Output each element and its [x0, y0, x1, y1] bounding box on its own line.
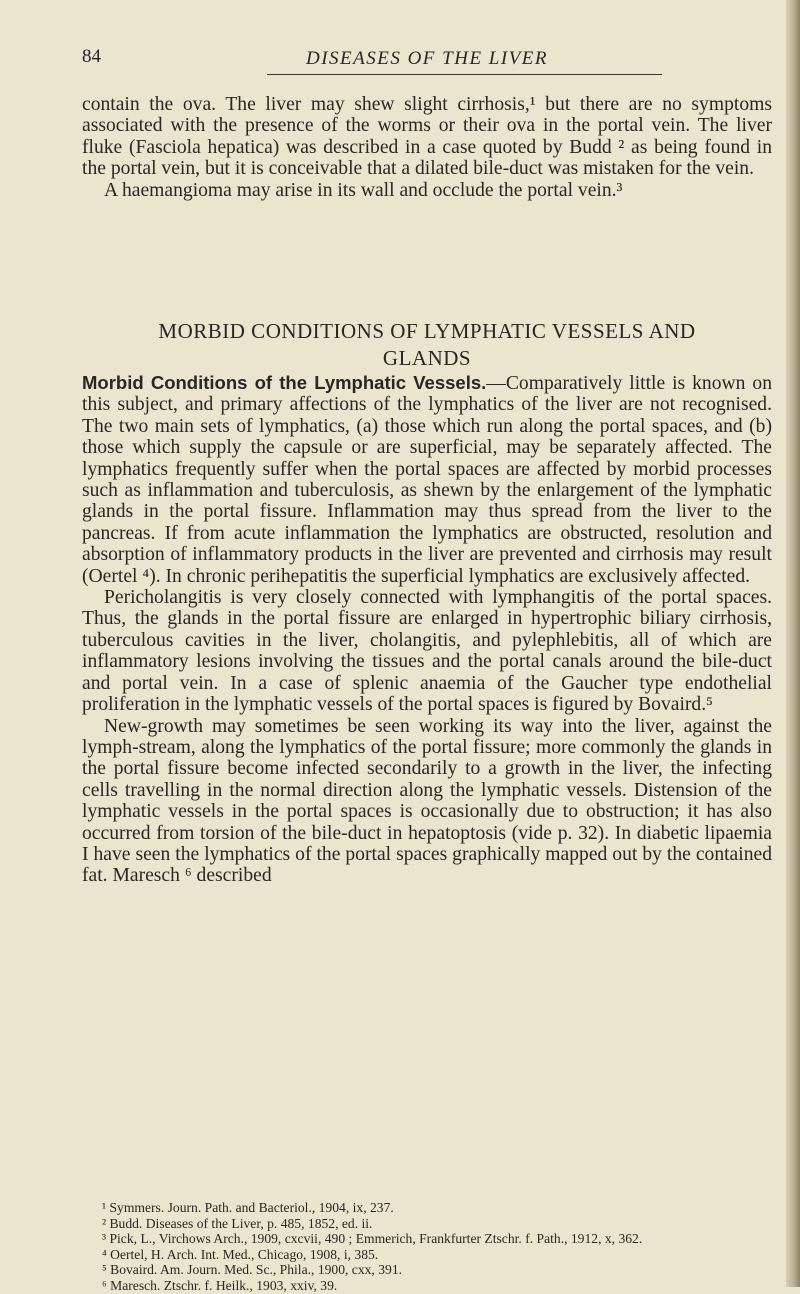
- footnote-2: ² Budd. Diseases of the Liver, p. 485, 1852, ed. ii.: [102, 1215, 373, 1231]
- footnote-4: ⁴ Oertel, H. Arch. Int. Med., Chicago, 1908, i, 385.: [102, 1246, 379, 1262]
- header-rule: [267, 74, 662, 75]
- paragraph-lead-heading: Morbid Conditions of the Lymphatic Vessels.: [82, 372, 487, 393]
- section-paragraph-1-text: —Comparatively little is known on this subject, and primary affections of the lymphatics of the liver are not recognised. The two main sets of lymphatics, (a) those which run along the portal spaces, and (b) those which supply the capsule or are superficial, may be separately affected. The lymphatics frequently suffer when the portal spaces are affected by morbid processes such as inflammation and tuberculosis, as shewn by the enlargement of the lymphatic glands in the portal fissure. Inflammation may thus spread from the liver to the pancreas. If from acute inflammation the lymphatics are obstructed, resolution and absorption of inflammatory products in the liver are prevented and cirrhosis may result (Oertel ⁴). In chronic perihepatitis the superficial lymphatics are exclusively affected.: [82, 373, 772, 587]
- section-heading-line-1: MORBID CONDITIONS OF LYMPHATIC VESSELS AND: [158, 319, 696, 343]
- section-heading-line-2: GLANDS: [382, 346, 472, 370]
- intro-paragraph-2: A haemangioma may arise in its wall and occlude the portal vein.³: [104, 179, 623, 201]
- page-edge-shadow: [786, 0, 800, 1287]
- section-paragraph-3: New-growth may sometimes be seen working its way into the liver, against the lymph-stream, along the lymphatics of the portal fissure; more commonly the glands in the portal fissure become infected secondarily to a growth in the liver, the infecting cells travelling in the normal direction along the lymphatic vessels. Distension of the lymphatic vessels in the portal spaces is occasionally due to obstruction; it has also occurred from torsion of the bile-duct in hepatoptosis (vide p. 32). In diabetic lipaemia I have seen the lymphatics of the portal spaces graphically mapped out by the contained fat. Maresch ⁶ described: [82, 715, 772, 887]
- page-header: [82, 40, 772, 76]
- section-body: [82, 372, 772, 887]
- footnotes: [82, 1200, 772, 1294]
- page-number: 84: [82, 46, 101, 67]
- footnote-6: ⁶ Maresch. Ztschr. f. Heilk., 1903, xxiv, 39.: [102, 1277, 338, 1293]
- section-paragraph-2: Pericholangitis is very closely connected with lymphangitis of the portal spaces. Thus, the glands in the portal fissure are enlarged in hypertrophic biliary cirrhosis, tuberculous cavities in the liver, cholangitis, and pylephlebitis, all of which are inflammatory lesions involving the tissues and the portal canals around the bile-duct and portal vein. In a case of splenic anaemia of the Gaucher type endothelial proliferation in the lymphatic vessels of the portal spaces is figured by Bovaird.⁵: [82, 587, 772, 716]
- section-heading: [82, 318, 772, 372]
- intro-text: [82, 94, 772, 201]
- running-title: DISEASES OF THE LIVER: [305, 48, 549, 69]
- footnote-1: ¹ Symmers. Journ. Path. and Bacteriol., 1904, ix, 237.: [102, 1200, 394, 1215]
- section-paragraph-1: [82, 372, 772, 587]
- intro-paragraph-1: contain the ova. The liver may shew slight cirrhosis,¹ but there are no symptoms associated with the presence of the worms or their ova in the portal vein. The liver fluke (Fasciola hepatica) was described in a case quoted by Budd ² as being found in the portal vein, but it is conceivable that a dilated bile-duct was mistaken for the vein.: [82, 94, 772, 180]
- footnote-3: ³ Pick, L., Virchows Arch., 1909, cxcvii, 490 ; Emmerich, Frankfurter Ztschr. f. Path., 1912, x, 362.: [102, 1231, 643, 1247]
- footnote-5: ⁵ Bovaird. Am. Journ. Med. Sc., Phila., 1900, cxx, 391.: [102, 1262, 403, 1278]
